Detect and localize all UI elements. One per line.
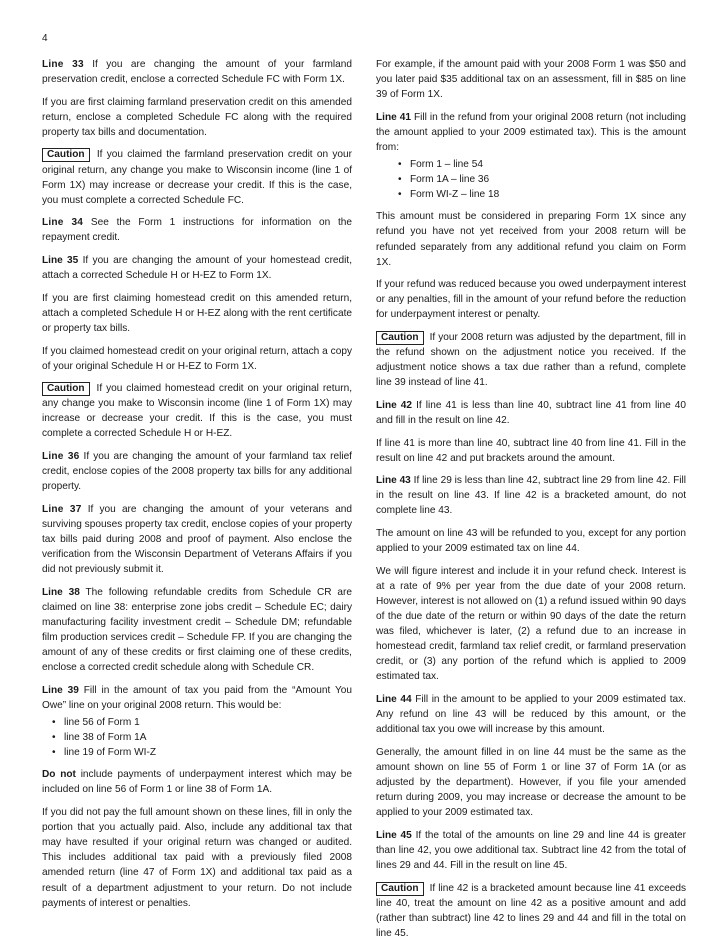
caution-2: Caution If you claimed homestead credit on your original return, any change you make to Wisconsin income (line 1 of Form 1X) may increase or decrease your credit. If this is the case, you must complete a corrected Schedule H or H-EZ. bbox=[42, 383, 352, 440]
line-41-list bbox=[376, 157, 686, 202]
line-45-para: Line 45 If the total of the amounts on line 29 and line 44 is greater than line 42, you owe additional tax. Subtract line 42 from the total of lines 29 and 44. Fill in the result on line 45. bbox=[376, 829, 686, 871]
line-34-para: Line 34 See the Form 1 instructions for information on the repayment credit. bbox=[42, 217, 352, 244]
caution-4: Caution If line 42 is a bracketed amount because line 41 exceeds line 40, treat the amount on line 42 as a positive amount and add (rather than subtract) line 42 to lines 29 and 44 and fill in the total on line 45. bbox=[376, 882, 686, 939]
line-39-para: Line 39 Fill in the amount of tax you paid from the “Amount You Owe” line on your original 2008 return. This would be: bbox=[42, 684, 353, 711]
list-item: • Form 1A – line 36 bbox=[376, 172, 686, 187]
line-41-para-3: If your refund was reduced because you owed underpayment interest or any penalties, fill in the amount of your refund before the reduction for underpayment interest or penalty. bbox=[376, 279, 686, 321]
list-item: • Form 1 – line 54 bbox=[376, 157, 686, 172]
line-43-para-2: The amount on line 43 will be refunded to you, except for any portion applied to your 2009 estimated tax on line 44. bbox=[376, 528, 686, 555]
list-item: • line 19 of Form WI-Z bbox=[42, 745, 352, 760]
line-41-para-2: This amount must be considered in preparing Form 1X since any refund you have not yet received from your 2008 return will be refunded separately from any additional refund you claim on Form 1X. bbox=[376, 211, 686, 268]
caution-1: Caution If you claimed the farmland preservation credit on your original return, any change you make to Wisconsin income (line 1 of Form 1X) may increase or decrease your credit. If this is the case, you must complete a corrected Schedule FC. bbox=[42, 149, 352, 206]
example-para: For example, if the amount paid with your 2008 Form 1 was $50 and you later paid $35 additional tax on an assessment, fill in $85 on line 39 of Form 1X. bbox=[376, 59, 686, 101]
line-41-para: Line 41 Fill in the refund from your original 2008 return (not including the amount applied to your 2009 estimated tax). This is the amount from: bbox=[376, 111, 686, 153]
line-39-para-3: If you did not pay the full amount shown on these lines, fill in only the portion that you actually paid. Also, include any additional tax that may have resulted if your original return was changed or audited. This includes additional tax paid with a previously filed 2008 amended return (line 47 of Form 1X) and additional tax paid as a result of a department adjustment to your return. Do not include payments of interest or penalties. bbox=[42, 807, 352, 909]
line-39-list bbox=[42, 715, 352, 760]
list-item: • line 38 of Form 1A bbox=[42, 730, 352, 745]
line-44-para: Line 44 Fill in the amount to be applied to your 2009 estimated tax. Any refund on line 43 will be reduced by this amount, or the additional tax you owe will increase by this amount. bbox=[376, 693, 687, 736]
line-37-para: Line 37 If you are changing the amount of your veterans and surviving spouses property tax credit, enclose copies of your property tax bills paid during 2008 and proof of payment. Also enclose the verification from the Wisconsin Department of Veterans Affairs if you did not previously submit it. bbox=[42, 503, 352, 576]
line-42-para: Line 42 If line 41 is less than line 40, subtract line 41 from line 40 and fill in the result on line 42. bbox=[376, 399, 687, 426]
caution-3: Caution If your 2008 return was adjusted by the department, fill in the refund shown on the adjustment notice you received. If the adjustment notice shows a tax due rather than a refund, complete line 39 instead of line 41. bbox=[376, 332, 686, 389]
caution-box: Caution bbox=[376, 882, 424, 896]
do-not-para: Do not include payments of underpayment interest which may be included on line 56 of Form 1 or line 38 of Form 1A. bbox=[42, 769, 352, 796]
line-33-para: Line 33 If you are changing the amount of your farmland preservation credit, enclose a corrected Schedule FC with Form 1X. bbox=[42, 59, 352, 86]
line-33-label: Line 33 bbox=[42, 59, 84, 70]
list-item: • Form WI-Z – line 18 bbox=[376, 187, 686, 202]
list-item: • line 56 of Form 1 bbox=[42, 715, 352, 730]
line-43-para: Line 43 If line 29 is less than line 42, subtract line 29 from line 42. Fill in the result on line 43. If line 42 is a bracketed amount, do not complete line 43. bbox=[376, 475, 687, 517]
line-43-para-3: We will figure interest and include it in your refund check. Interest is at a rate of 9% per year from the due date of your 2008 return. However, interest is not allowed on (1) a refund issued within 90 days of the due date of the return or within 90 days of the date the return was filed, whichever is later, (2) a refund due to an increase in homestead credit, farmland tax relief credit, or farmland preservation credit, or (3) any portion of the refund which is applied to 2009 estimated tax. bbox=[376, 565, 686, 683]
line-35-para: Line 35 If you are changing the amount of your homestead credit, attach a corrected Schedule H or H-EZ to Form 1X. bbox=[42, 255, 353, 282]
left-column bbox=[42, 57, 352, 918]
line-35-para-2: If you are first claiming homestead credit on this amended return, attach a completed Schedule H or H-EZ along with the rent certificate or property tax bills. bbox=[42, 292, 352, 334]
caution-box: Caution bbox=[42, 382, 90, 396]
caution-box: Caution bbox=[376, 331, 424, 345]
line-38-para: Line 38 The following refundable credits from Schedule CR are claimed on line 38: enterprise zone jobs credit – Schedule EC; dairy manufacturing facility investment credit – Schedule DM; refundable film production services credit – Schedule FP. If you are changing the amount of any of these credits or first claiming one of these credits, enclose a corrected credit schedule along with Schedule CR. bbox=[42, 586, 352, 674]
line-33-para-2: If you are first claiming farmland preservation credit on this amended return, enclose a completed Schedule FC along with the required property tax bills and documentation. bbox=[42, 96, 352, 138]
line-36-para: Line 36 If you are changing the amount of your farmland tax relief credit, enclose copies of the 2008 property tax bills for any additional property. bbox=[42, 451, 352, 493]
page-number: 4 bbox=[42, 33, 48, 44]
caution-box: Caution bbox=[42, 148, 90, 162]
line-35-para-3: If you claimed homestead credit on your original return, attach a copy of your original Schedule H or H-EZ to Form 1X. bbox=[42, 345, 352, 372]
line-44-para-2: Generally, the amount filled in on line 44 must be the same as the amount shown on line 55 of Form 1 or line 37 of Form 1A (or as adjusted by the department). However, if you file your amended return during 2009, you may increase or decrease the amount to be applied to your 2009 estimated tax. bbox=[376, 746, 686, 819]
right-column bbox=[376, 57, 686, 948]
line-42-para-2: If line 41 is more than line 40, subtract line 40 from line 41. Fill in the result on line 42 and put brackets around the amount. bbox=[376, 437, 686, 464]
